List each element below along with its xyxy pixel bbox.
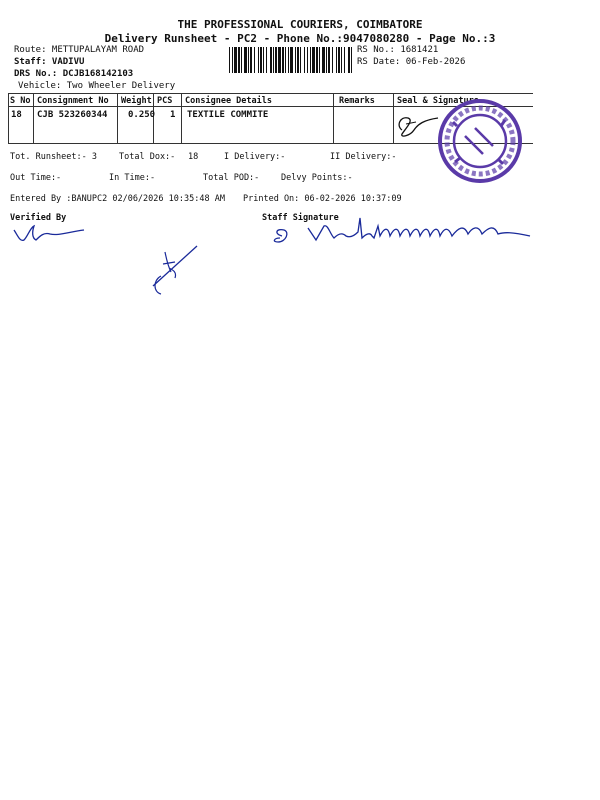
barcode-bar <box>278 47 281 73</box>
barcode-bar <box>297 47 299 73</box>
initials-signature <box>145 242 205 300</box>
barcode-bar <box>348 47 350 73</box>
out-time: Out Time:- <box>10 173 62 183</box>
barcode-bar <box>266 47 267 73</box>
staff-signature-label: Staff Signature <box>262 213 339 223</box>
barcode-bar <box>232 47 233 73</box>
col-header-pcs: PCS <box>157 96 173 106</box>
barcode-bar <box>307 47 308 73</box>
drs-number: DRS No.: DCJB168142103 <box>14 69 134 79</box>
first-delivery: I Delivery:- <box>224 152 286 162</box>
company-title: THE PROFESSIONAL COURIERS, COIMBATORE <box>177 18 423 31</box>
barcode-bar <box>319 47 320 73</box>
runsheet-subtitle: Delivery Runsheet - PC2 - Phone No.:9047080280 - Page No.:3 <box>104 32 496 45</box>
verified-by-label: Verified By <box>10 213 67 223</box>
barcode-bar <box>326 47 327 73</box>
barcode-bar <box>300 47 301 73</box>
col-header-consignee: Consignee Details <box>185 96 272 106</box>
barcode-bar <box>238 47 240 73</box>
staff-signature <box>268 214 538 250</box>
table-col-divider <box>181 93 182 143</box>
col-header-sno: S No <box>10 96 31 106</box>
rs-number: RS No.: 1681421 <box>357 45 439 55</box>
col-header-weight: Weight <box>121 96 152 106</box>
barcode-bar <box>316 47 318 73</box>
barcode-bar <box>282 47 284 73</box>
barcode-bar <box>312 47 315 73</box>
rs-date: RS Date: 06-Feb-2026 <box>357 57 466 67</box>
second-delivery: II Delivery:- <box>330 152 397 162</box>
staff-text: Staff: VADIVU <box>14 57 85 67</box>
vehicle-text: Vehicle: Two Wheeler Delivery <box>18 81 176 91</box>
barcode-bar <box>328 47 330 73</box>
table-top-rule <box>8 93 533 94</box>
barcode-image <box>228 47 354 73</box>
table-col-divider <box>8 93 9 143</box>
verified-signature <box>10 222 90 248</box>
barcode-bar <box>285 47 286 73</box>
total-dox-value: 18 <box>188 152 199 162</box>
cell-sno: 18 <box>11 110 22 120</box>
barcode-bar <box>258 47 259 73</box>
barcode-bar <box>310 47 311 73</box>
col-header-remarks: Remarks <box>339 96 375 106</box>
barcode-bar <box>248 47 249 73</box>
barcode-bar <box>250 47 252 73</box>
barcode-bar <box>275 47 277 73</box>
barcode-bar <box>288 47 289 73</box>
cell-consignment: CJB 523260344 <box>37 110 108 120</box>
barcode-bar <box>229 47 230 73</box>
barcode-bar <box>322 47 325 73</box>
cell-weight: 0.250 <box>128 110 156 120</box>
barcode-bar <box>295 47 296 73</box>
barcode-bar <box>351 47 352 73</box>
printed-on: Printed On: 06-02-2026 10:37:09 <box>243 194 402 204</box>
barcode-bar <box>254 47 255 73</box>
barcode-bar <box>341 47 342 73</box>
barcode-bar <box>332 47 333 73</box>
barcode-bar <box>270 47 272 73</box>
barcode-bar <box>260 47 262 73</box>
route-text: Route: METTUPALAYAM ROAD <box>14 45 145 55</box>
table-col-divider <box>33 93 34 143</box>
barcode-bar <box>241 47 242 73</box>
barcode-bar <box>234 47 237 73</box>
table-col-divider <box>117 93 118 143</box>
barcode-bar <box>304 47 305 73</box>
total-runsheet: Tot. Runsheet:- 3 <box>10 152 97 162</box>
barcode-bar <box>263 47 264 73</box>
barcode-bar <box>338 47 340 73</box>
col-header-consignment: Consignment No <box>37 96 109 106</box>
barcode-bar <box>344 47 345 73</box>
barcode-bar <box>336 47 337 73</box>
barcode-bar <box>290 47 293 73</box>
textile-stamp <box>435 96 525 186</box>
entered-by: Entered By :BANUPC2 02/06/2026 10:35:48 AM <box>10 194 225 204</box>
barcode-bar <box>273 47 274 73</box>
col-header-seal: Seal & Signature <box>397 96 479 106</box>
cell-consignee: TEXTILE COMMITE <box>187 110 269 120</box>
barcode-bar <box>244 47 247 73</box>
in-time: In Time:- <box>109 173 156 183</box>
cell-pcs: 1 <box>170 110 176 120</box>
total-dox-label: Total Dox:- <box>119 152 176 162</box>
total-pod: Total POD:- <box>203 173 260 183</box>
delivery-points: Delvy Points:- <box>281 173 353 183</box>
table-col-divider <box>333 93 334 143</box>
